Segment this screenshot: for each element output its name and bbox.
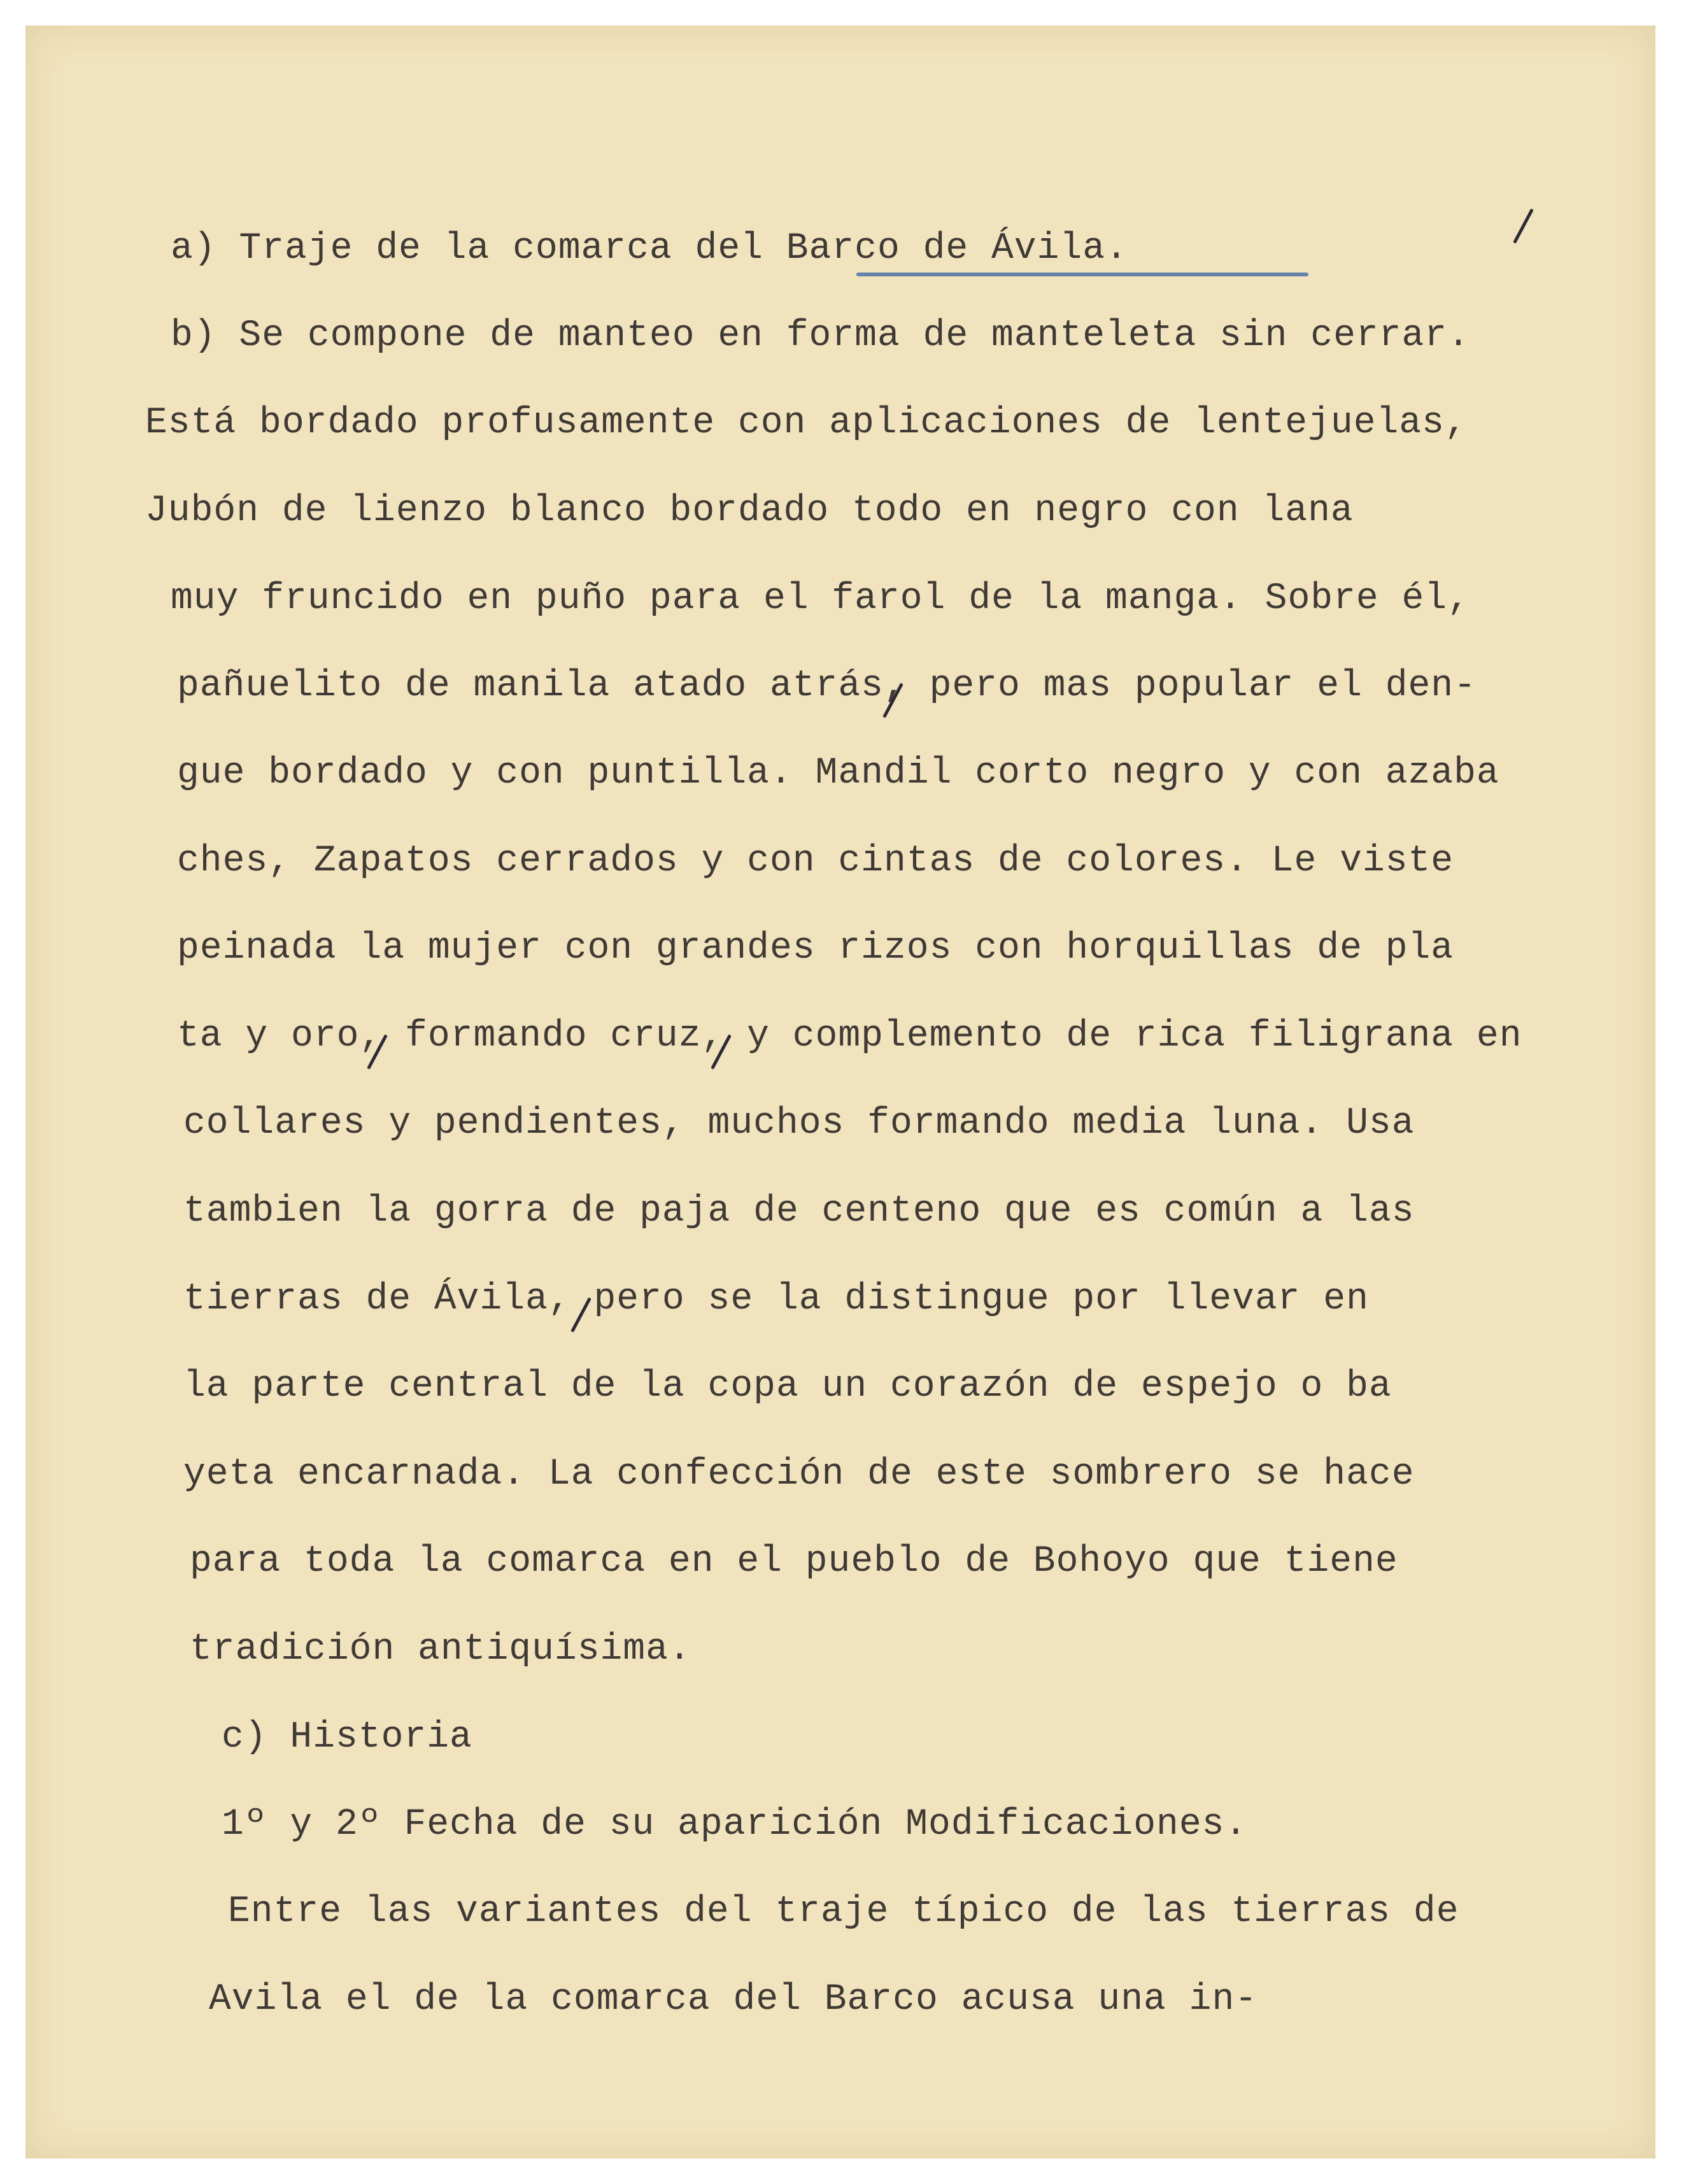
line-20: Entre las variantes del traje típico de las tierras de (228, 1891, 1459, 1932)
line-12: tambien la gorra de paja de centeno que es común a las (183, 1191, 1415, 1232)
line-11: collares y pendientes, muchos formando media luna. Usa (183, 1103, 1415, 1144)
line-09: peinada la mujer con grandes rizos con horquillas de pla (177, 928, 1454, 969)
pen-correction-mark (1513, 208, 1534, 243)
line-03: Está bordado profusamente con aplicaciones de lentejuelas, (145, 402, 1468, 444)
blue-pencil-underline (856, 273, 1308, 276)
line-15: yeta encarnada. La confección de este sombrero se hace (183, 1454, 1415, 1495)
line-06: pañuelito de manila atado atrás, pero mas popular el den- (177, 665, 1477, 707)
line-19: 1º y 2º Fecha de su aparición Modificaciones. (222, 1804, 1248, 1845)
line-02: b) Se compone de manteo en forma de manteleta sin cerrar. (171, 315, 1470, 357)
line-17: tradición antiquísima. (190, 1629, 691, 1670)
line-16: para toda la comarca en el pueblo de Bohoyo que tiene (190, 1541, 1398, 1582)
line-05: muy fruncido en puño para el farol de la manga. Sobre él, (171, 578, 1470, 620)
line-04: Jubón de lienzo blanco bordado todo en negro con lana (145, 490, 1354, 532)
line-13: tierras de Ávila, pero se la distingue por llevar en (183, 1279, 1369, 1320)
document-page (25, 25, 1655, 2159)
line-21: Avila el de la comarca del Barco acusa una in- (209, 1979, 1258, 2020)
line-18: c) Historia (222, 1717, 472, 1758)
line-10: ta y oro, formando cruz, y complemento de rica filigrana en (177, 1016, 1522, 1057)
line-07: gue bordado y con puntilla. Mandil corto negro y con azaba (177, 753, 1499, 794)
line-14: la parte central de la copa un corazón de espejo o ba (183, 1366, 1392, 1407)
line-01: a) Traje de la comarca del Barco de Ávila. (171, 228, 1128, 269)
line-08: ches, Zapatos cerrados y con cintas de colores. Le viste (177, 840, 1454, 882)
